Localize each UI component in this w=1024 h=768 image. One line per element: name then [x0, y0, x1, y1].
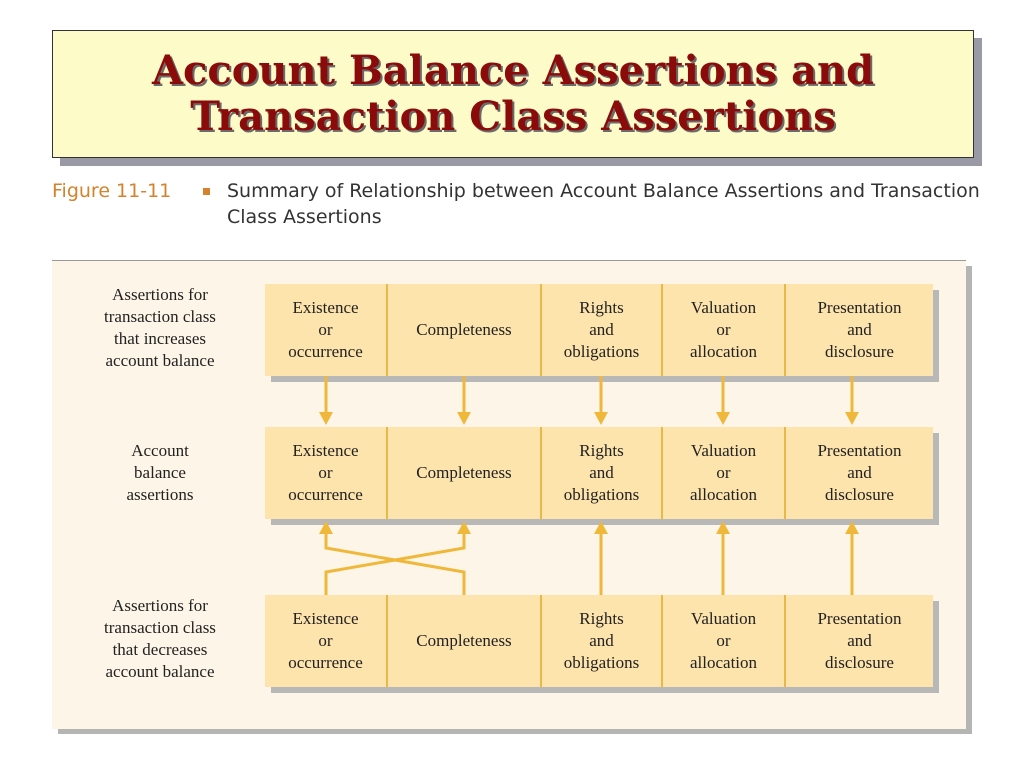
- arrowhead-up: [594, 521, 608, 534]
- cell-existence-or-occurrence: Existence or occurrence: [265, 284, 388, 376]
- arrowhead-up: [457, 521, 471, 534]
- cell-rights-and-obligations: Rights and obligations: [542, 284, 663, 376]
- title-line-1: Account Balance Assertions and: [151, 47, 875, 94]
- arrowhead-up: [716, 521, 730, 534]
- cell-completeness: Completeness: [388, 595, 542, 687]
- arrowhead-up: [845, 521, 859, 534]
- figure-caption-text: Summary of Relationship between Account Balance Assertions and Transaction Class Assertions: [227, 180, 980, 228]
- cell-rights-and-obligations: Rights and obligations: [542, 427, 663, 519]
- cell-presentation-and-disclosure: Presentation and disclosure: [786, 284, 933, 376]
- arrowhead-up: [319, 521, 333, 534]
- arrowhead-down: [716, 412, 730, 425]
- cell-presentation-and-disclosure: Presentation and disclosure: [786, 427, 933, 519]
- title-line-2: Transaction Class Assertions: [190, 93, 836, 140]
- cell-existence-or-occurrence: Existence or occurrence: [265, 595, 388, 687]
- cell-existence-or-occurrence: Existence or occurrence: [265, 427, 388, 519]
- cell-completeness: Completeness: [388, 427, 542, 519]
- row-label-line: Assertions for transaction class that increases account balance: [104, 285, 216, 370]
- cell-valuation-or-allocation: Valuation or allocation: [663, 427, 786, 519]
- row-label-line: Assertions for transaction class that decreases account balance: [104, 596, 216, 681]
- cell-valuation-or-allocation: Valuation or allocation: [663, 595, 786, 687]
- cell-rights-and-obligations: Rights and obligations: [542, 595, 663, 687]
- row-label-line: Account balance assertions: [126, 441, 194, 504]
- arrow-cross-completeness-to-existence: [326, 532, 464, 595]
- cell-valuation-or-allocation: Valuation or allocation: [663, 284, 786, 376]
- arrowhead-down: [845, 412, 859, 425]
- arrowhead-down: [594, 412, 608, 425]
- figure-label: Figure 11-11: [52, 180, 172, 202]
- arrow-cross-existence-to-completeness: [326, 532, 464, 595]
- cell-completeness: Completeness: [388, 284, 542, 376]
- arrowhead-down: [319, 412, 333, 425]
- arrowhead-down: [457, 412, 471, 425]
- cell-presentation-and-disclosure: Presentation and disclosure: [786, 595, 933, 687]
